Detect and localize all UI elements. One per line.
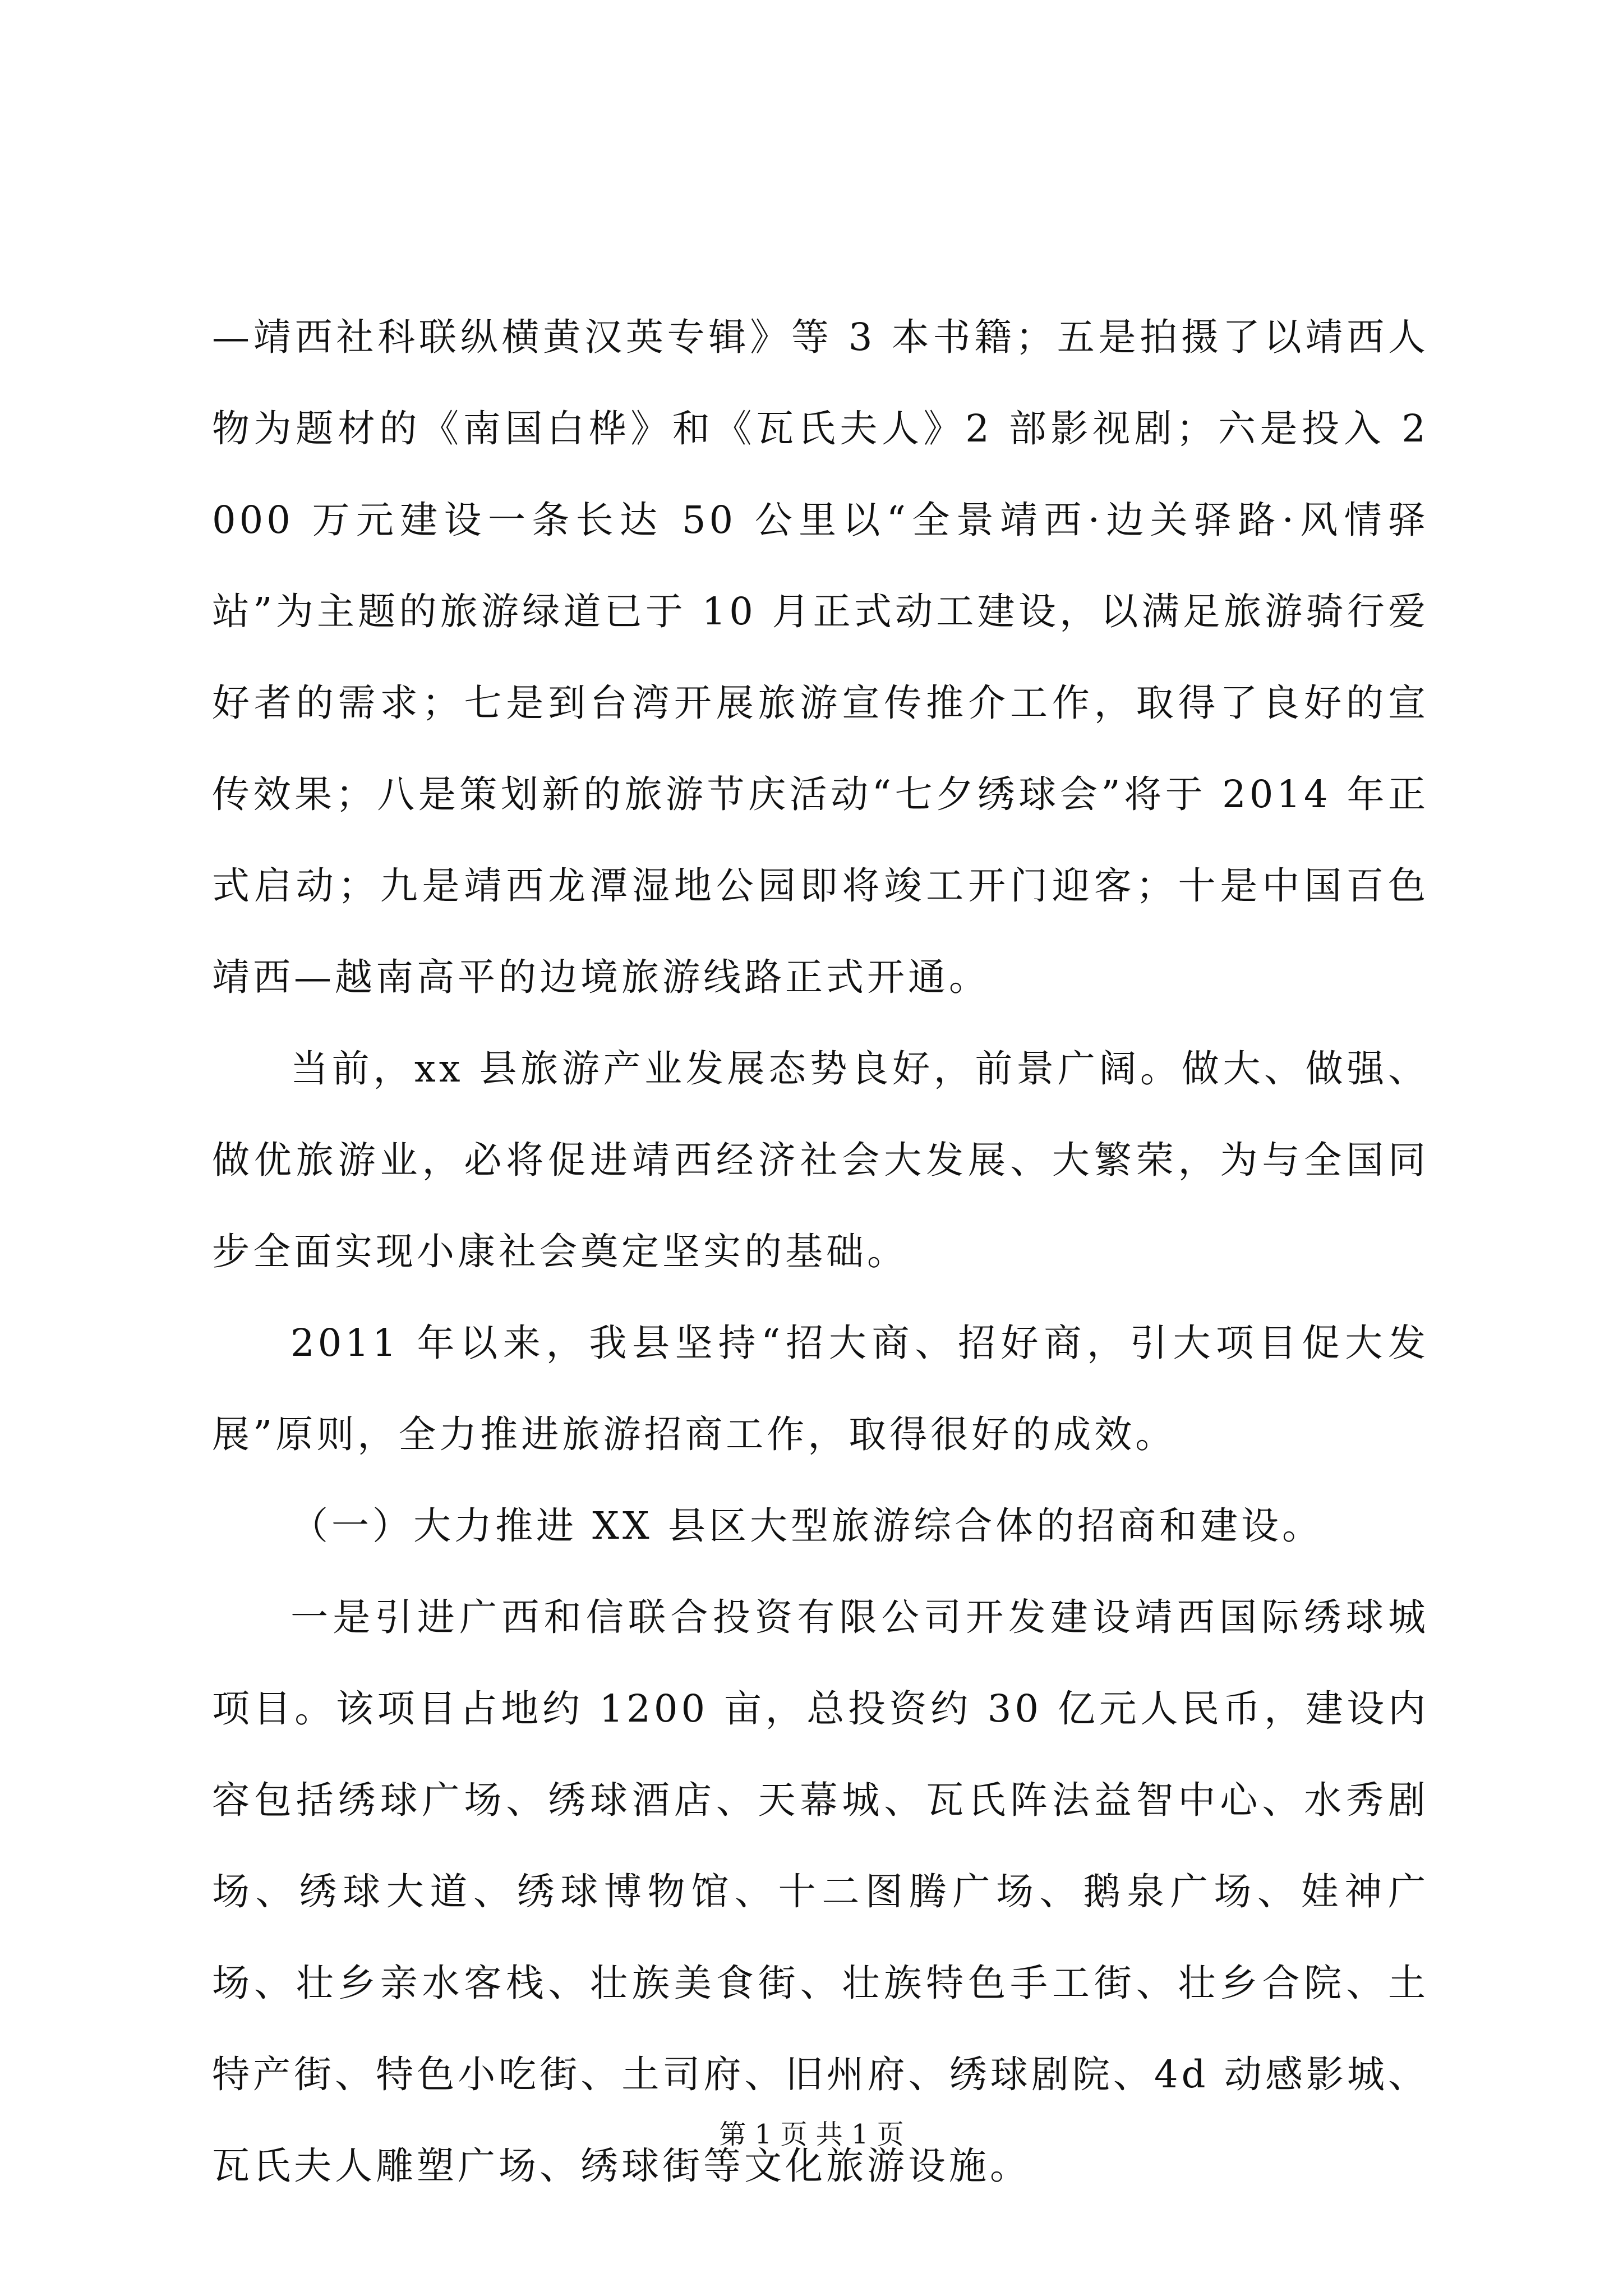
paragraph-2: 当前，xx 县旅游产业发展态势良好，前景广阔。做大、做强、做优旅游业，必将促进靖西经济社会大发展、大繁荣，为与全国同步全面实现小康社会奠定坚实的基础。 [212, 1047, 1429, 1273]
paragraph-1: —靖西社科联纵横黄汉英专辑》等 3 本书籍；五是拍摄了以靖西人物为题材的《南国白桦》和《瓦氏夫人》2 部影视剧；六是投入 2000 万元建设一条长达 50 公里以“全景靖西·边关驿路·风情驿站”为主题的旅游绿道已于 10 月正式动工建设，以满足旅游骑行爱好者的需求；七是到台湾开展旅游宣传推介工作，取得了良好的宣传效果；八是策划新的旅游节庆活动“七夕绣球会”将于 2014 年正式启动；九是靖西龙潭湿地公园即将竣工开门迎客；十是中国百色靖西—越南高平的边境旅游线路正式开通。 [212, 315, 1429, 999]
paragraph-5: 一是引进广西和信联合投资有限公司开发建设靖西国际绣球城项目。该项目占地约 1200 亩，总投资约 30 亿元人民币，建设内容包括绣球广场、绣球酒店、天幕城、瓦氏阵法益智中心、水秀剧场、绣球大道、绣球博物馆、十二图腾广场、鹅泉广场、娃神广场、壮乡亲水客栈、壮族美食街、壮族特色手工街、壮乡合院、土特产街、特色小吃街、土司府、旧州府、绣球剧院、4d 动感影城、瓦氏夫人雕塑广场、绣球街等文化旅游设施。 [212, 1595, 1429, 2188]
section-heading: （一）大力推进 XX 县区大型旅游综合体的招商和建设。 [291, 1504, 1323, 1548]
page-footer: 第 1 页 共 1 页 [719, 2119, 904, 2150]
paragraph-3: 2011 年以来，我县坚持“招大商、招好商，引大项目促大发展”原则，全力推进旅游招商工作，取得很好的成效。 [212, 1321, 1429, 1456]
body-text [212, 292, 1429, 2212]
